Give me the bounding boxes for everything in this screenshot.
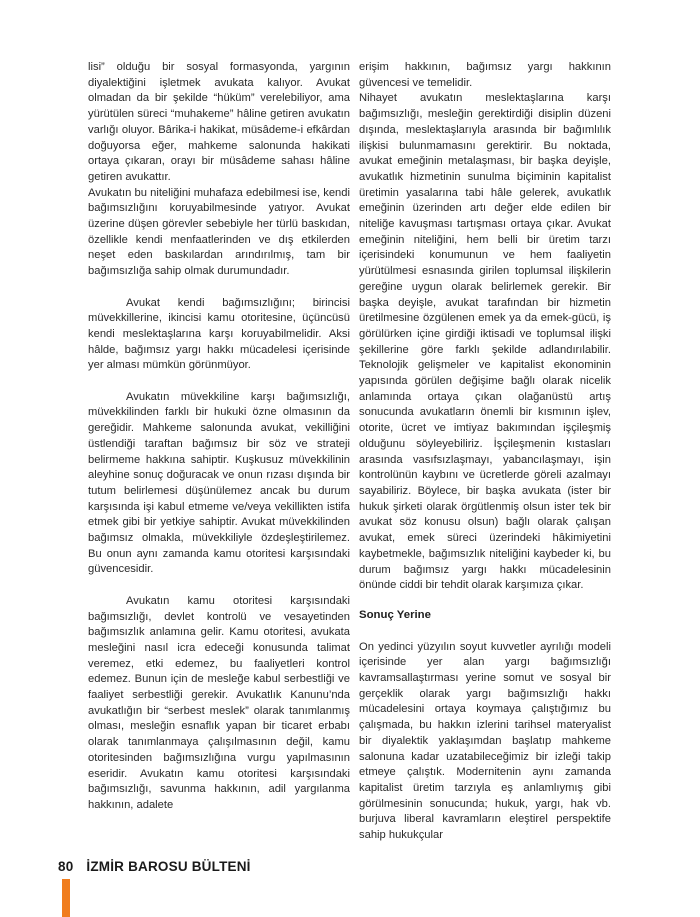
paragraph: Avukatın bu niteliğini muhafaza edebilmesi ise, kendi bağımsızlığını koruyabilmesinde yatıyor. Avukat üzerine düşen görevler sebebiyle her türlü baskıdan, özellikle kendi menfaatlerinden ve dış etkilerden neşet eden baskılardan arındırılmış, tam bir bağımsızlığa sahip olmak durumundadır. (88, 186, 350, 278)
paragraph: lisi” olduğu bir sosyal formasyonda, yargının diyalektiğini işletmek avukata kalıyor. Avukat olmadan da bir şekilde “hüküm” verelebiliyor, ama yürütülen süreci “muhakeme” hâline getiren avukatın varlığı oluyor. Bârika-i hakikat, müsâdeme-i efkârdan doğuyorsa eğer, mahkeme salonunda hakikati ortaya çıkaran, orayı bir müsâdeme sahası hâline getiren avukattır. (88, 61, 350, 183)
page-footer (58, 859, 251, 874)
paragraph: Avukatın kamu otoritesi karşısındaki bağımsızlığı, devlet kontrolü ve vesayetinden bağımsızlık anlamına gelir. Kamu otoritesi, avukata mesleğini nasıl icra edeceği konusunda talimat veremez, etki edemez, bu faaliyetleri kontrol edemez. Bunun için de mesleğe kabul serbestliği ve faaliyet serbestliği gerekir. Avukatlık Kanunu’nda avukatlığın bir “serbest meslek” olarak tanımlanmış olması, mesleğin esnaflık yapan bir ticaret erbabı olarak tanımlanmaya çalışılmasının değil, kamu otoritesinden bağımsızlığına vurgu yapılmasının eseridir. Avukatın kamu otoritesi karşısındaki bağımsızlığı, savunma hakkının, adil yargılanma hakkının, adalete (88, 594, 350, 811)
paragraph: Nihayet avukatın meslektaşlarına karşı bağımsızlığı, mesleğin gerektirdiği disiplin düzeni dışında, meslektaşlarıyla arasında bir bağımlılık ilişkisi bulunmamasını gerektirir. Bu noktada, avukat emeğinin metalaşması, bir başka deyişle, avukatlık hizmetinin sunulma biçiminin kapitalist üretimin yasalarına tabi hâle gelerek, avukatlık emeğinin üzerinden artı değer elde edilen bir niteliğe kavuşması tartışması ortaya çıkar. Avukat emeğinin niteliğini, hem belli bir üretim tarzı içerisindeki konumunun ve hem faaliyetin yürütülmesi esnasında girilen toplumsal ilişkilerin gereğine uygun olarak belirlemek gerekir. Bir başka deyişle, avukat tarafından bir hizmetin üretilmesine özgülenen emek ya da emek-gücü, iş görülürken içine girdiği iktisadi ve toplumsal ilişki şekillerine göre farklı şekilde adlandırılabilir. Teknolojik gelişmeler ve kapitalist ekonominin yapısında görülen değişime bağlı olarak nicelik anlamında ortaya çıkan olağanüstü artış sonucunda avukatların önemli bir kısmının işlev, otorite, ücret ve imtiyaz bakımından işçileşmiş olduğunu söyleyebiliriz. İşçileşmenin kıstasları arasında vasıfsızlaşmayı, yabancılaşmayı, işin kontrolünün kaybını ve ücretlerde göreli azalmayı sayabiliriz. Böylece, bir başka avukata (ister bir hukuk şirketi olarak örgütlenmiş olsun ister tek bir avukat söz konusu olsun) bağlı olarak çalışan avukat, emek süreci üzerindeki hâkimiyetini kaybetmekle, bağımsızlık niteliğini kaybeder ki, bu durum bağımsız yargı hakkı mücadelesinin önünde ciddi bir tehdit olarak karşımıza çıkar. (359, 92, 611, 592)
paragraph: Avukat kendi bağımsızlığını; birincisi müvekkillerine, ikincisi kamu otoritesine, üçüncüsü kendi meslektaşlarına karşı koruyabilmelidir. Aksi hâlde, bağımsız yargı hakkı mücadelesi içerisinde yer alması mümkün görünmüyor. (88, 296, 350, 372)
left-column (88, 60, 350, 814)
paragraph: erişim hakkının, bağımsız yargı hakkının güvencesi ve temelidir. (359, 61, 611, 89)
page-number: 80 (58, 859, 74, 874)
right-column (359, 60, 611, 844)
section-heading: Sonuç Yerine (359, 608, 431, 621)
publication-title: İZMİR BAROSU BÜLTENİ (86, 859, 251, 874)
accent-bar (62, 879, 70, 917)
paragraph: Avukatın müvekkiline karşı bağımsızlığı, müvekkilinden farklı bir hukuki özne olmasının da gereğidir. Mahkeme salonunda avukat, vekilliğini üstlendiği taraftan bağımsız bir söz ve strateji belirmeme hakkına sahiptir. Kuşkusuz müvekkilinin aleyhine sonuç doğuracak ve onun rızası dışında bir tutum belirlemesi düşünülemez ancak bu durum karşısında işi kabul etmeme ve/veya vekillikten istifa etmek gibi bir yetkiye sahiptir. Avukat müvekkilinden bağımsız olmakla, müvekkiliyle özdeşleştirilemez. Bu onun aynı zamanda kamu otoritesi karşısındaki güvencesidir. (88, 390, 350, 576)
paragraph: On yedinci yüzyılın soyut kuvvetler ayrılığı modeli içerisinde yer alan yargı bağımsızlığı kavramsallaştırması yerine somut ve sosyal bir gerçeklik olarak yargı bağımsızlığı hakkı mücadelesini ortaya koymaya çalıştığımız bu çalışmada, bu hakkın izlerini tarihsel materyalist bir diyalektik yaklaşımdan başlatıp mahkeme salonuna kadar uzatabileceğimiz bir izleği takip etmeye çalıştık. Modernitenin aynı zamanda kapitalist üretim tarzıyla eş anlamlıymış gibi görülmesinin sonucunda; hukuk, yargı, hak vb. burjuva liberal kavramların eleştirel perspektife sahip hukukçular (359, 640, 611, 842)
